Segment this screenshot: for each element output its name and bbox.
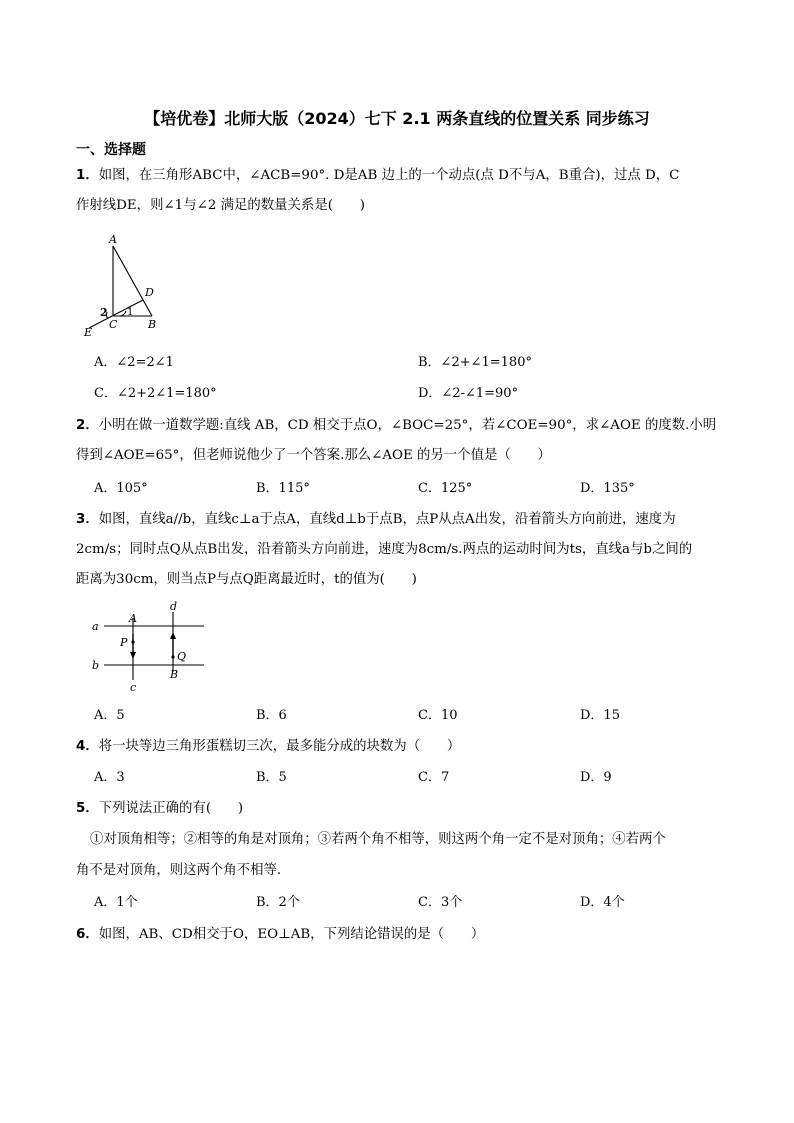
question-1-figure xyxy=(80,232,170,338)
option-c[interactable]: C．∠2+2∠1=180° xyxy=(94,386,217,401)
question-number: 4． xyxy=(76,739,99,754)
option-a[interactable]: A．3 xyxy=(94,770,125,785)
fig-label: P xyxy=(120,636,128,649)
option-b[interactable]: B．5 xyxy=(256,770,287,785)
question-text: 小明在做一道数学题:直线 AB，CD 相交于点O，∠BOC=25°，若∠COE=90°，求∠AOE 的度数.小明 xyxy=(98,418,717,433)
option-b[interactable]: B．∠2+∠1=180° xyxy=(418,355,532,370)
fig-label: d xyxy=(170,600,178,613)
question-text: 将一块等边三角形蛋糕切三次，最多能分成的块数为（ ） xyxy=(98,739,461,754)
question-1-line-1 xyxy=(76,168,679,184)
option-a[interactable]: A．1个 xyxy=(94,895,138,910)
option-b[interactable]: B．6 xyxy=(256,708,287,723)
question-2-line-1 xyxy=(76,418,716,434)
question-3-line-3: 距离为30cm，则当点P与点Q距离最近时，t的值为( ) xyxy=(76,572,417,587)
option-a[interactable]: A．105° xyxy=(94,481,148,496)
point-p xyxy=(131,640,134,643)
option-a[interactable]: A．5 xyxy=(94,708,125,723)
section-heading: 一、选择题 xyxy=(76,142,146,158)
point-q xyxy=(171,655,174,658)
question-number: 6． xyxy=(76,927,99,942)
question-1-line-2: 作射线DE，则∠1与∠2 满足的数量关系是( ) xyxy=(76,198,365,213)
question-2-line-2: 得到∠AOE=65°，但老师说他少了一个答案.那么∠AOE 的另一个值是（ ） xyxy=(76,448,551,463)
fig-label: B xyxy=(170,668,179,681)
question-5-line-3: 角不是对顶角，则这两个角不相等. xyxy=(76,863,282,878)
option-b[interactable]: B．2个 xyxy=(256,895,300,910)
option-c[interactable]: C．125° xyxy=(418,481,473,496)
question-6-line-1 xyxy=(76,927,484,943)
fig-label: a xyxy=(92,620,99,633)
option-c[interactable]: C．7 xyxy=(418,770,450,785)
question-4-line-1 xyxy=(76,739,460,755)
question-5-line-1 xyxy=(76,801,243,817)
fig-label: A xyxy=(129,612,137,625)
fig-label: 2 xyxy=(100,306,108,319)
question-number: 1． xyxy=(76,168,99,183)
fig-label: 1 xyxy=(127,307,134,318)
option-d[interactable]: D．15 xyxy=(580,708,620,723)
option-d[interactable]: D．135° xyxy=(580,481,635,496)
question-number: 3． xyxy=(76,512,99,527)
question-3-line-1 xyxy=(76,512,676,528)
option-d[interactable]: D．9 xyxy=(580,770,612,785)
fig-label: Q xyxy=(177,650,187,663)
question-text: 下列说法正确的有( ) xyxy=(98,801,244,816)
fig-label: B xyxy=(148,318,157,331)
question-number: 2． xyxy=(76,418,99,433)
option-d[interactable]: D．∠2-∠1=90° xyxy=(418,386,519,401)
page-title: 【培优卷】北师大版（2024）七下 2.1 两条直线的位置关系 同步练习 xyxy=(144,109,650,128)
question-number: 5． xyxy=(76,801,99,816)
question-3-figure xyxy=(88,600,208,694)
arrow-p-head xyxy=(130,652,136,659)
option-a[interactable]: A．∠2=2∠1 xyxy=(94,355,174,370)
fig-label: C xyxy=(109,318,118,331)
fig-label: E xyxy=(84,326,93,338)
option-c[interactable]: C．10 xyxy=(418,708,458,723)
arrow-q-head xyxy=(170,632,176,639)
fig-label: D xyxy=(145,286,154,299)
question-text: 如图，AB、CD相交于O，EO⊥AB，下列结论错误的是（ ） xyxy=(98,927,485,942)
option-b[interactable]: B．115° xyxy=(256,481,310,496)
fig-label: A xyxy=(109,233,117,246)
fig-label: b xyxy=(92,659,100,672)
option-d[interactable]: D．4个 xyxy=(580,895,625,910)
question-text: 如图，直线a//b，直线c⊥a于点A，直线d⊥b于点B，点P从点A出发，沿着箭头方向前进，速度为 xyxy=(98,512,676,527)
question-5-line-2: ①对顶角相等；②相等的角是对顶角；③若两个角不相等，则这两个角一定不是对顶角；④若两个 xyxy=(90,832,666,847)
question-3-line-2: 2cm/s；同时点Q从点B出发，沿着箭头方向前进，速度为8cm/s.两点的运动时间为ts，直线a与b之间的 xyxy=(76,542,693,557)
question-text: 如图，在三角形ABC中，∠ACB=90°. D是AB 边上的一个动点(点 D不与A，B重合)，过点 D，C xyxy=(98,168,680,183)
fig-label: c xyxy=(130,681,137,694)
option-c[interactable]: C．3个 xyxy=(418,895,463,910)
